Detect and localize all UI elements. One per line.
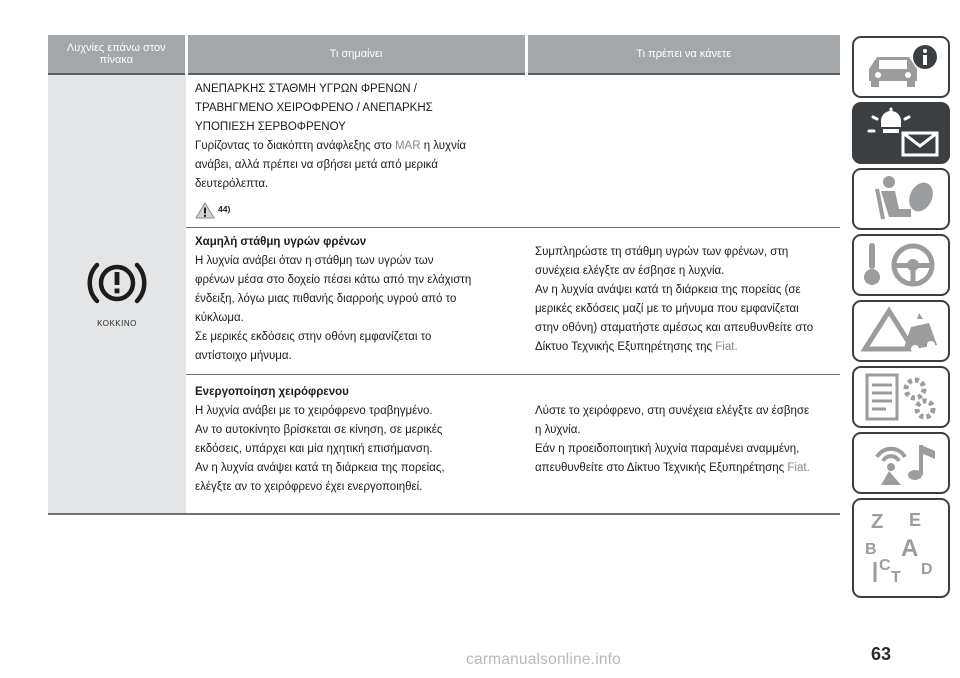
- alphabetical-index-icon: [859, 506, 943, 590]
- text-line: Εάν η προειδοποιητική λυχνία παραμένει αναμμένη,: [535, 443, 800, 455]
- brake-warning-icon: [86, 256, 148, 312]
- index-letter: Z: [871, 511, 884, 533]
- section-title: Ενεργοποίηση χειρόφρενου: [195, 386, 349, 398]
- general-title-line: ΤΡΑΒΗΓΜΕΝΟ ΧΕΙΡΟΦΡΕΝΟ / ΑΝΕΠΑΡΚΗΣ: [195, 102, 433, 114]
- maintenance-checklist-icon: [859, 371, 943, 423]
- sidebar-tab-emergency[interactable]: [852, 300, 950, 362]
- text-line: Δίκτυο Τεχνικής Εξυπηρέτησης της Fiat.: [535, 341, 738, 353]
- warning-reference: [195, 200, 518, 219]
- text-line: αντίστοιχο μήνυμα.: [195, 350, 292, 362]
- sidebar-tab-safety[interactable]: [852, 168, 950, 230]
- key-steering-wheel-icon: [859, 239, 943, 291]
- mar-position: MAR: [394, 140, 421, 152]
- watermark: carmanualsonline.info: [466, 651, 621, 668]
- column-header-meaning: Τι σημαίνει: [186, 35, 526, 74]
- text-line: Σε μερικές εκδόσεις στην οθόνη εμφανίζεται το: [195, 331, 432, 343]
- sidebar-tab-car-info[interactable]: [852, 36, 950, 98]
- warning-lights-table: [48, 35, 840, 515]
- column-header-indicator: Λυχνίες επάνω στον πίνακα: [48, 35, 186, 74]
- table-header-row: [48, 35, 840, 74]
- ignition-note-line: ανάβει, αλλά πρέπει να σβήσει μετά από μερικά: [195, 159, 438, 171]
- brand-name: Fiat.: [787, 462, 810, 474]
- warning-reference-number: 44): [218, 204, 231, 214]
- index-letter: A: [901, 535, 919, 562]
- text-line: φρένων μέσα στο δοχείο πέσει κάτω από την ελάχιστη: [195, 274, 472, 286]
- page-number: 63: [870, 644, 892, 664]
- table-row: [48, 74, 840, 228]
- text-line: Η λυχνία ανάβει με το χειρόφρενο τραβηγμένο.: [195, 405, 433, 417]
- text-line: Συμπληρώστε τη στάθμη υγρών των φρένων, στη: [535, 246, 789, 258]
- text-line: Αν το αυτοκίνητο βρίσκεται σε κίνηση, σε μερικές: [195, 424, 443, 436]
- brand-name: Fiat.: [715, 341, 738, 353]
- indicator-color-label: ΚΟΚΚΙΝΟ: [97, 318, 137, 328]
- sidebar-tab-index[interactable]: [852, 498, 950, 598]
- action-cell-handbrake: [526, 375, 840, 515]
- text-line: εκδόσεις, υπάρχει και μία ηχητική επισήμανση.: [195, 443, 433, 455]
- text-line: Λύστε το χειρόφρενο, στη συνέχεια ελέγξτε αν έσβησε: [535, 405, 810, 417]
- action-cell-low-fluid: [526, 228, 840, 375]
- text-line: ένδειξη, λόγω μιας πιθανής διαρροής υγρού από το: [195, 293, 457, 305]
- text-line: συνέχεια ελέγξτε αν έσβησε η λυχνία.: [535, 265, 725, 277]
- text-line: κύκλωμα.: [195, 312, 244, 324]
- meaning-cell-low-fluid: [186, 228, 526, 375]
- index-letter: C: [879, 557, 891, 574]
- section-title: Χαμηλή στάθμη υγρών φρένων: [195, 236, 367, 248]
- text-line: απευθυνθείτε στο Δίκτυο Τεχνικής Εξυπηρέτησης Fiat.: [535, 462, 810, 474]
- index-letter: E: [909, 510, 922, 530]
- action-cell-general: [526, 74, 840, 228]
- radio-music-icon: [859, 437, 943, 489]
- indicator-cell: [48, 74, 186, 514]
- text-line: στην οθόνη) σταματήστε αμέσως και απευθυνθείτε στο: [535, 322, 814, 334]
- sidebar-tab-warning-lights[interactable]: [852, 102, 950, 164]
- general-title-line: ΑΝΕΠΑΡΚΗΣ ΣΤΑΘΜΗ ΥΓΡΩΝ ΦΡΕΝΩΝ /: [195, 83, 417, 95]
- warning-triangle-icon: [195, 202, 215, 219]
- text-line: Η λυχνία ανάβει όταν η στάθμη των υγρών των: [195, 255, 434, 267]
- sidebar-tab-maintenance[interactable]: [852, 366, 950, 428]
- car-info-icon: [859, 41, 943, 93]
- breakdown-warning-icon: [859, 305, 943, 357]
- general-title-line: ΥΠΟΠΙΕΣΗ ΣΕΡΒΟΦΡΕΝΟΥ: [195, 121, 346, 133]
- ignition-note-line: δευτερόλεπτα.: [195, 178, 269, 190]
- meaning-cell-general: [186, 74, 526, 228]
- text-line: η λυχνία.: [535, 424, 581, 436]
- seat-airbag-icon: [859, 173, 943, 225]
- ignition-note: Γυρίζοντας το διακόπτη ανάφλεξης στο MAR η λυχνία: [195, 140, 467, 152]
- text-line: μερικές εκδόσεις μαζί με το μήνυμα που εμφανίζεται: [535, 303, 799, 315]
- index-letter: T: [891, 569, 901, 586]
- meaning-cell-handbrake: [186, 375, 526, 515]
- index-letter: B: [865, 541, 877, 558]
- sidebar-tab-multimedia[interactable]: [852, 432, 950, 494]
- warning-light-message-icon: [859, 107, 943, 159]
- index-letter: D: [921, 561, 933, 578]
- text-line: Αν η λυχνία ανάψει κατά τη διάρκεια της πορείας (σε: [535, 284, 801, 296]
- sidebar-tab-starting-driving[interactable]: [852, 234, 950, 296]
- text-line: Αν η λυχνία ανάψει κατά τη διάρκεια της πορείας,: [195, 462, 445, 474]
- text-line: ελέγξτε αν το χειρόφρενο έχει ενεργοποιηθεί.: [195, 481, 423, 493]
- column-header-action: Τι πρέπει να κάνετε: [526, 35, 840, 74]
